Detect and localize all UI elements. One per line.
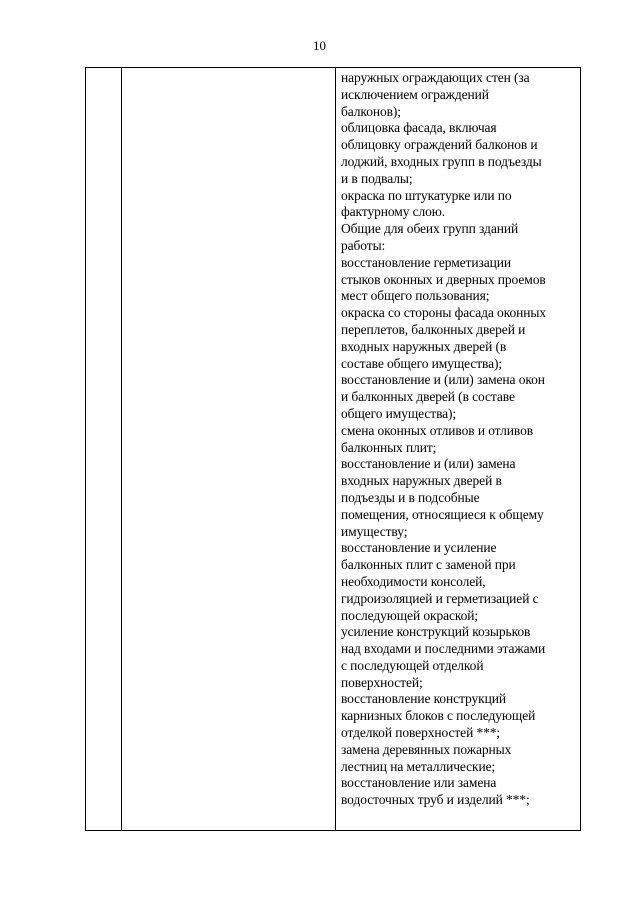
works-list-line: карнизных блоков с последующей [341, 708, 536, 724]
works-list-line: восстановление и (или) замена окон [341, 372, 545, 388]
works-list-line: фактурному слою. [341, 204, 446, 220]
column-divider-2 [335, 68, 336, 830]
works-list-line: работы: [341, 237, 386, 253]
works-list-line: балконных плит с заменой при [341, 557, 516, 573]
works-list-line: имуществу; [341, 523, 408, 539]
works-list-line: облицовку ограждений балконов и [341, 137, 538, 153]
works-list-line: и в подвалы; [341, 170, 413, 186]
works-list-cell [341, 70, 579, 809]
works-list-line: переплетов, балконных дверей и [341, 321, 526, 337]
works-list-line: над входами и последними этажами [341, 641, 546, 657]
works-list-line: восстановление герметизации [341, 254, 511, 270]
works-list-line: гидроизоляцией и герметизацией с [341, 590, 539, 606]
works-list-line: с последующей отделкой [341, 657, 484, 673]
works-list-line: мест общего пользования; [341, 288, 490, 304]
page-number: 10 [313, 38, 326, 53]
works-list-line: последующей окраской; [341, 607, 479, 623]
works-list-line: общего имущества); [341, 405, 457, 421]
works-list-line: восстановление конструкций [341, 691, 506, 707]
works-list-line: водосточных труб и изделий ***; [341, 792, 530, 808]
works-list-line: подъезды и в подсобные [341, 489, 480, 505]
works-list-line: помещения, относящиеся к общему [341, 506, 544, 522]
works-list-line: облицовка фасада, включая [341, 120, 497, 136]
works-list-line: балконов); [341, 103, 401, 119]
works-list-line: окраска со стороны фасада оконных [341, 305, 546, 321]
works-list-line: лестниц на металлические; [341, 758, 496, 774]
works-list-line: необходимости консолей, [341, 573, 486, 589]
works-list-line: наружных ограждающих стен (за [341, 70, 530, 85]
works-list-line: восстановление и (или) замена [341, 456, 516, 472]
works-list-line: поверхностей; [341, 674, 423, 690]
works-list-line: составе общего имущества); [341, 355, 503, 371]
works-list-line: стыков оконных и дверных проемов [341, 271, 546, 287]
works-list-line: смена оконных отливов и отливов [341, 422, 534, 438]
works-list-line: восстановление или замена [341, 775, 497, 791]
works-list-line: окраска по штукатурке или по [341, 187, 512, 203]
works-list-line: и балконных дверей (в составе [341, 389, 515, 405]
works-list-line: замена деревянных пожарных [341, 741, 512, 757]
works-list-line: входных наружных дверей в [341, 473, 502, 489]
works-list-line: усиление конструкций козырьков [341, 624, 531, 640]
column-divider-1 [121, 68, 122, 830]
works-list-line: входных наружных дверей (в [341, 338, 507, 354]
works-list-line: восстановление и усиление [341, 540, 497, 556]
works-list-line: отделкой поверхностей ***; [341, 725, 501, 741]
works-list-line: Общие для обеих групп зданий [341, 221, 519, 237]
works-list-line: балконных плит; [341, 439, 437, 455]
works-list-line: исключением ограждений [341, 86, 489, 102]
works-list-line: лоджий, входных групп в подъезды [341, 153, 542, 169]
